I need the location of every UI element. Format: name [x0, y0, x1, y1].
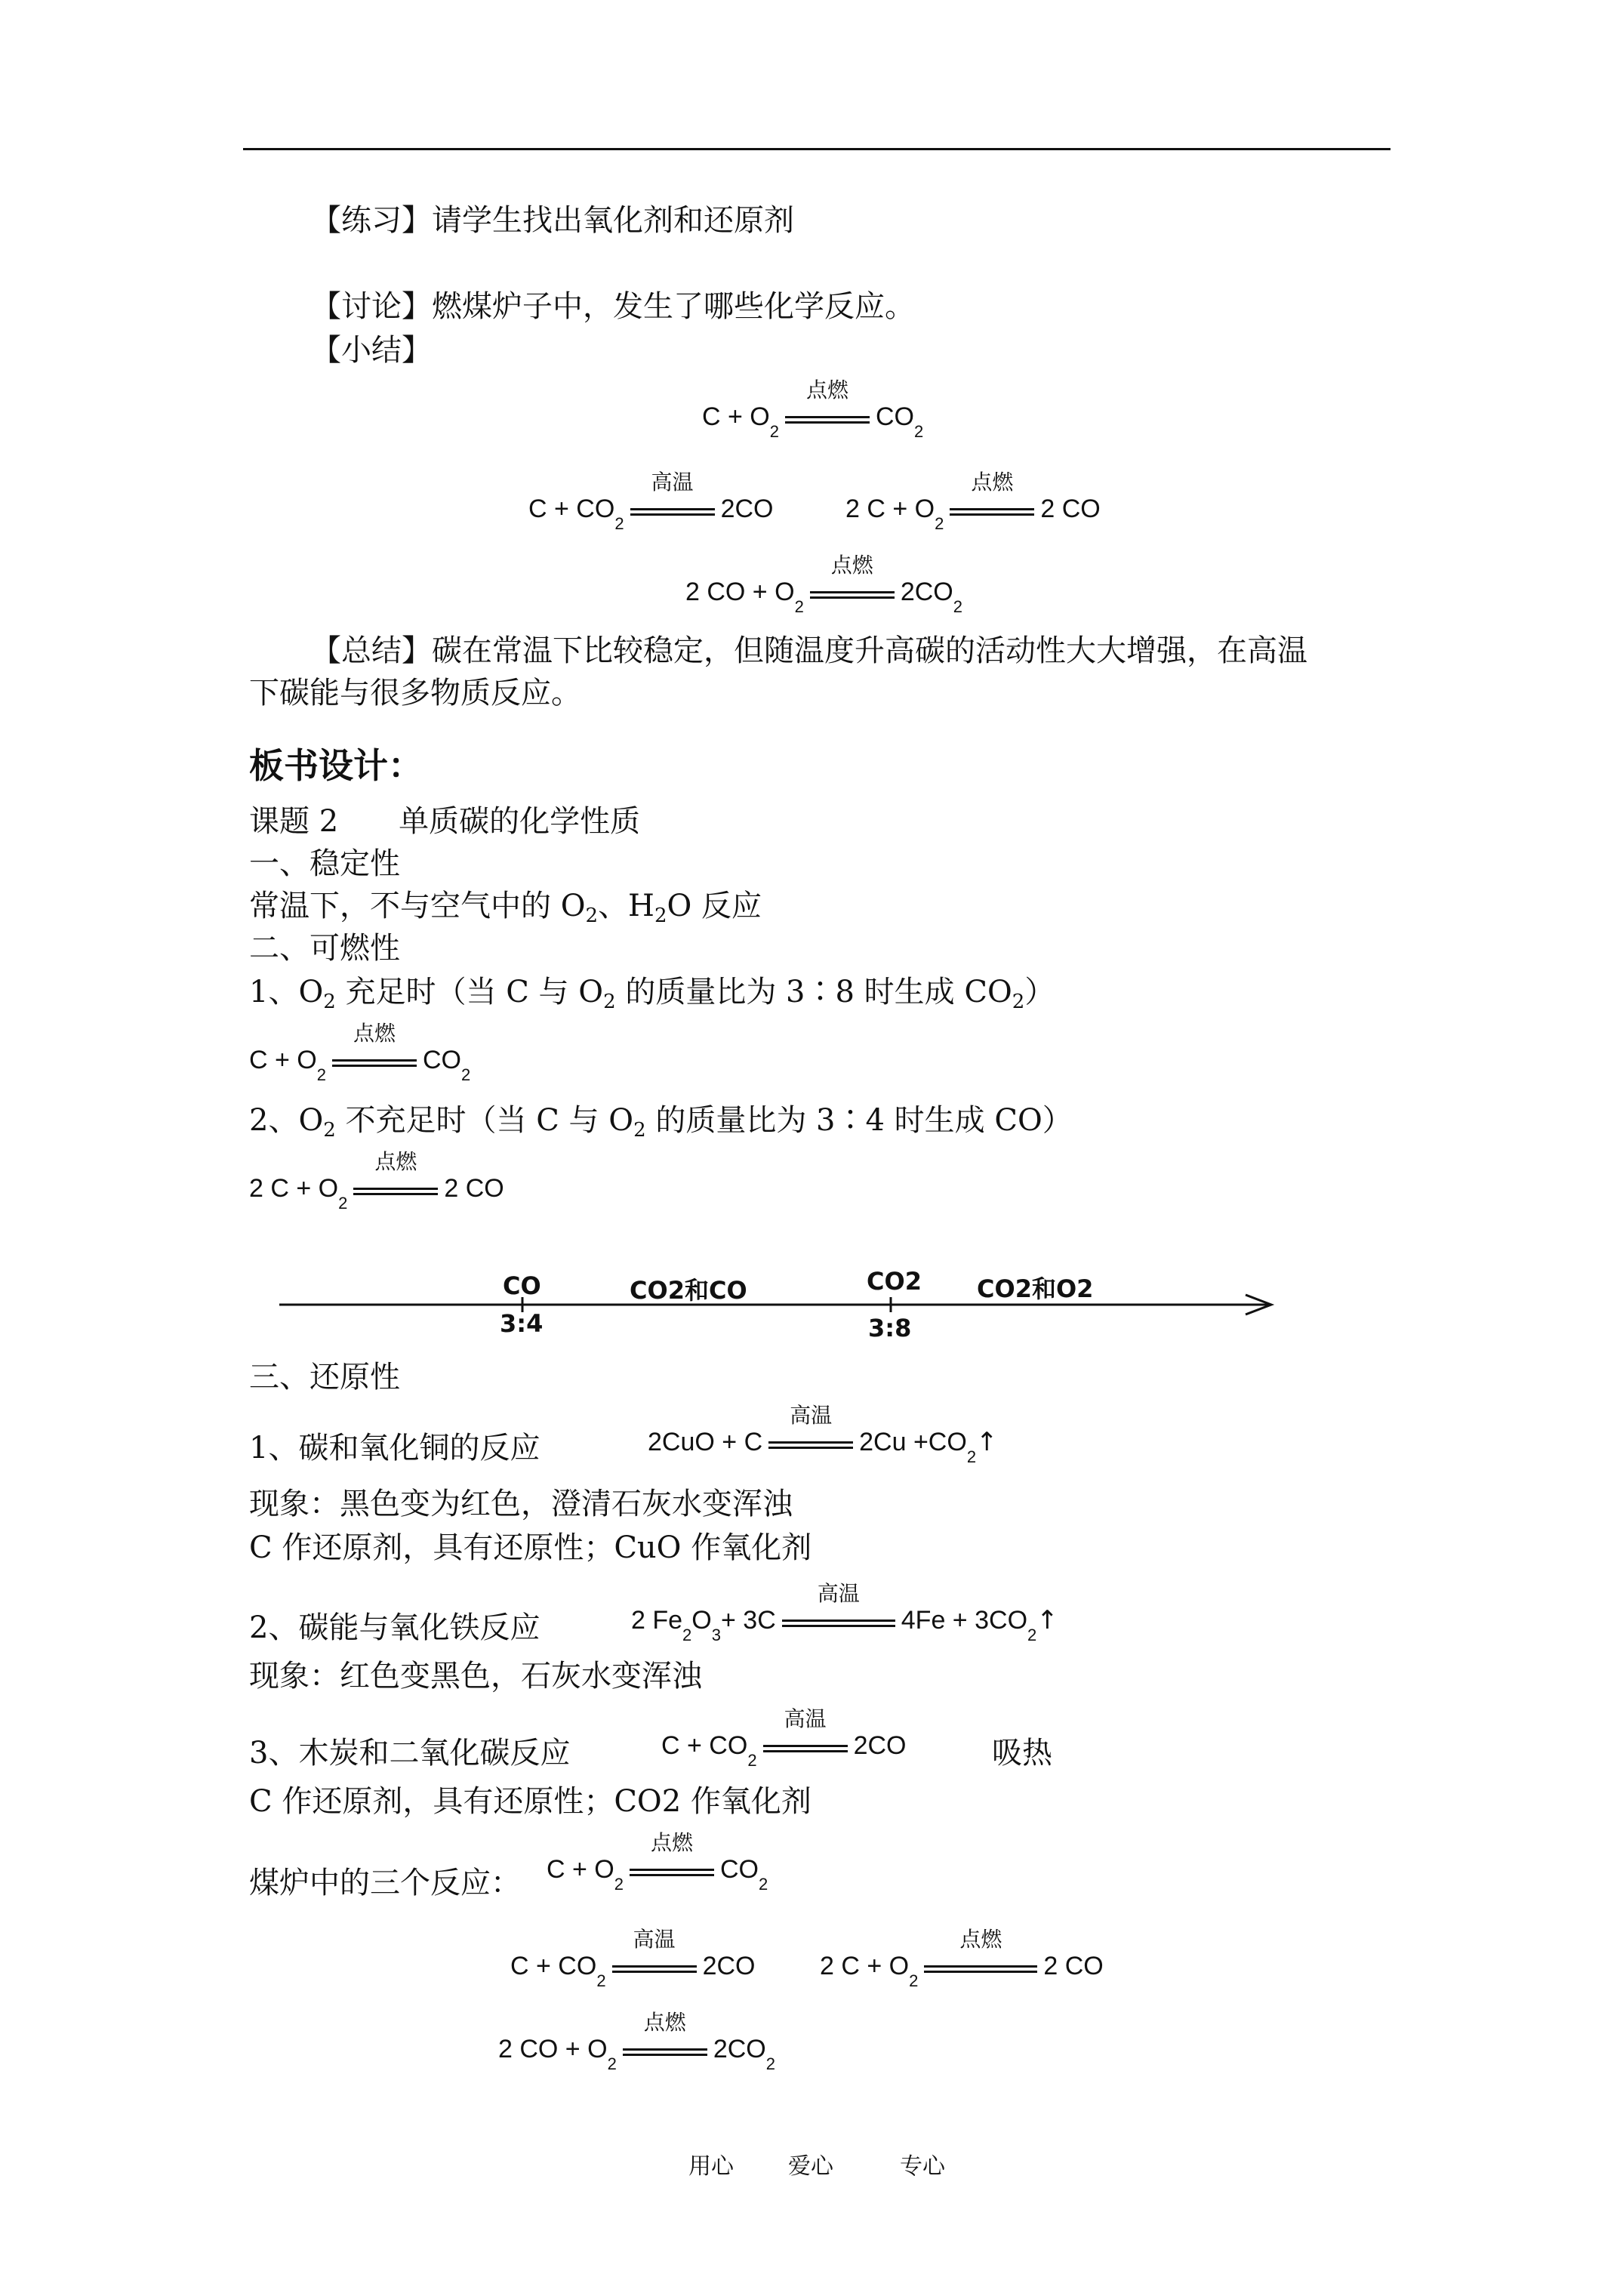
eq-lhs: C + O — [702, 402, 770, 431]
label-ratio-3-4: 3:4 — [500, 1309, 544, 1338]
combustibility-item-1: 1、$O_2$ 充足时（当 C 与 $O_2$ 的质量比为 3∶8 时生成 $CO_2$） — [249, 975, 1055, 1013]
combustibility-item-2: 2、$O_2$ 不充足时（当 C 与 $O_2$ 的质量比为 3∶4 时生成 CO） — [249, 1103, 1073, 1142]
reducibility-item-3: 3、木炭和二氧化碳反应 — [249, 1736, 571, 1771]
condition-ignite: 点燃 — [630, 1854, 714, 1885]
footer-word-1: 用心 — [688, 2153, 734, 2180]
reducibility-item-3-role: C 作还原剂，具有还原性；CO2 作氧化剂 — [249, 1784, 812, 1819]
label-co2: CO2 — [867, 1267, 922, 1296]
section-stability: 一、稳定性 — [249, 846, 400, 881]
condition-high-temp: 高温 — [630, 494, 715, 524]
reducibility-item-1-role: C 作还原剂，具有还原性；CuO 作氧化剂 — [249, 1530, 812, 1565]
endothermic-note: 吸热 — [992, 1736, 1052, 1771]
condition-high-temp: 高温 — [782, 1605, 895, 1635]
condition-ignite: 点燃 — [332, 1045, 417, 1075]
equation-furnace-2co-o2: 2 CO + O 2 点燃 2CO 2 — [498, 2010, 775, 2073]
reducibility-item-2: 2、碳能与氧化铁反应 — [249, 1610, 540, 1645]
equation-cuo-c: 2CuO + C 高温 2Cu +CO 2 ↑ — [648, 1403, 998, 1466]
condition-high-temp: 高温 — [763, 1730, 848, 1761]
condition-ignite: 点燃 — [785, 402, 870, 432]
stability-text: 常温下，不与空气中的 $O_2$、$H_2O$ 反应 — [249, 889, 762, 927]
condition-ignite: 点燃 — [623, 2034, 707, 2064]
equation-c-co2: C + CO 2 高温 2CO — [528, 470, 774, 533]
equation-2c-o2: 2 C + O 2 点燃 2 CO — [845, 470, 1101, 533]
footer-word-2: 爱心 — [788, 2153, 833, 2180]
condition-ignite: 点燃 — [950, 494, 1034, 524]
equation-2co-o2: 2 CO + O 2 点燃 2CO 2 — [685, 553, 962, 616]
equation-furnace-2c-o2: 2 C + O 2 点燃 2 CO — [820, 1927, 1104, 1990]
conclusion-line-2: 下碳能与很多物质反应。 — [249, 676, 581, 710]
section-combustibility: 二、可燃性 — [249, 931, 400, 966]
summary-label: 【小结】 — [311, 333, 432, 368]
label-ratio-3-8: 3:8 — [868, 1314, 912, 1342]
lesson-title: 课题 2 单质碳的化学性质 — [249, 804, 641, 839]
eq-rhs: CO — [876, 402, 914, 431]
condition-ignite: 点燃 — [810, 577, 895, 607]
label-co2-and-co: CO2和CO — [630, 1276, 747, 1305]
section-reducibility: 三、还原性 — [249, 1360, 400, 1395]
footer-word-3: 专心 — [900, 2153, 945, 2180]
equation-furnace-c-o2: C + O 2 点燃 CO 2 — [547, 1830, 768, 1894]
equation-2c-o2-board: 2 C + O 2 点燃 2 CO — [249, 1149, 504, 1213]
gas-arrow-icon: ↑ — [1036, 1605, 1058, 1635]
conclusion-line-1: 【总结】碳在常温下比较稳定，但随温度升高碳的活动性大大增强，在高温 — [311, 633, 1307, 668]
condition-high-temp: 高温 — [612, 1951, 697, 1981]
board-title: 板书设计： — [249, 745, 423, 786]
condition-ignite: 点燃 — [924, 1951, 1037, 1981]
condition-high-temp: 高温 — [768, 1427, 853, 1457]
label-co2-and-o2: CO2和O2 — [977, 1274, 1094, 1303]
label-co: CO — [503, 1271, 541, 1300]
equation-furnace-c-co2: C + CO 2 高温 2CO — [510, 1927, 756, 1990]
reducibility-item-2-observation: 现象：红色变黑色，石灰水变浑浊 — [249, 1659, 702, 1693]
practice-line: 【练习】请学生找出氧化剂和还原剂 — [311, 203, 794, 238]
equation-c-o2: C + O 2 点燃 CO 2 — [702, 378, 924, 441]
reducibility-item-1: 1、碳和氧化铜的反应 — [249, 1431, 540, 1465]
equation-c-co2-board: C + CO 2 高温 2CO — [661, 1706, 907, 1770]
discussion-line: 【讨论】燃煤炉子中，发生了哪些化学反应。 — [311, 289, 915, 324]
condition-ignite: 点燃 — [353, 1173, 438, 1203]
equation-fe2o3-c: 2 Fe 2 O 3 + 3C 高温 4Fe + 3CO 2 ↑ — [631, 1581, 1058, 1644]
reducibility-item-1-observation: 现象：黑色变为红色，澄清石灰水变浑浊 — [249, 1487, 793, 1521]
gas-arrow-icon: ↑ — [976, 1427, 998, 1457]
equation-c-o2-board: C + O 2 点燃 CO 2 — [249, 1021, 471, 1084]
furnace-label: 煤炉中的三个反应： — [249, 1866, 521, 1900]
